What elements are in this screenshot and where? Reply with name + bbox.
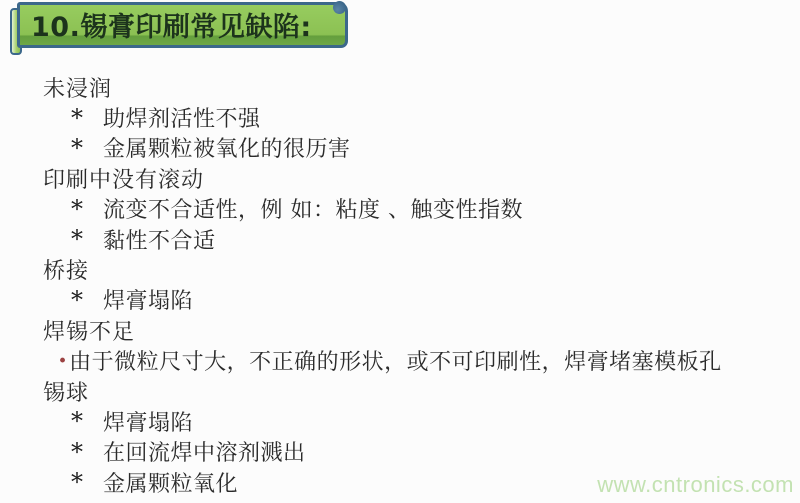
defect-item-text: 黏性不合适: [103, 228, 216, 254]
defect-item: [0, 285, 800, 315]
defect-item-text: 金属颗粒氧化: [103, 471, 239, 497]
defect-item-text: 焊膏塌陷: [103, 411, 194, 436]
section-heading: 锡球: [43, 380, 90, 406]
defect-item-text: 焊膏塌陷: [103, 289, 194, 315]
bullet-marker: *: [71, 225, 83, 254]
scroll-banner-body: [17, 2, 348, 48]
bullet-marker: *: [71, 103, 83, 132]
defect-item-text: 由于微粒尺寸大，不正确的形状，或不可印刷性，焊膏堵塞模板孔: [69, 350, 722, 376]
defect-item: [0, 102, 800, 132]
section-heading: 未浸润: [43, 76, 113, 102]
section-heading: 印刷中没有滚动: [43, 167, 205, 193]
bullet-marker: ·: [58, 345, 68, 376]
defect-item: [0, 437, 800, 467]
defect-item: [0, 133, 800, 163]
watermark: www.cntronics.com: [597, 472, 794, 497]
bullet-marker: *: [71, 194, 83, 223]
defect-item: [0, 224, 800, 254]
defect-item-text: 流变不合适性，例 如：粘度 、触变性指数: [103, 198, 523, 224]
bullet-marker: *: [71, 133, 83, 162]
section-heading: 焊锡不足: [43, 319, 136, 345]
scroll-corner-curl-icon: [333, 1, 346, 14]
defect-item: [0, 406, 800, 436]
bullet-marker: *: [71, 407, 83, 436]
defect-list: [0, 72, 800, 497]
defect-item: [0, 346, 800, 376]
defect-item-text: 在回流焊中溶剂溅出: [103, 441, 306, 467]
title-banner: [10, 2, 350, 62]
bullet-marker: *: [71, 468, 83, 497]
page-title: 10.锡膏印刷常见缺陷:: [31, 11, 312, 43]
defect-item: [0, 194, 800, 224]
defect-item-text: 助焊剂活性不强: [103, 107, 261, 133]
section-heading: 桥接: [43, 259, 90, 285]
defect-item-text: 金属颗粒被氧化的很历害: [103, 137, 351, 163]
bullet-marker: *: [71, 437, 83, 466]
bullet-marker: *: [71, 285, 83, 314]
